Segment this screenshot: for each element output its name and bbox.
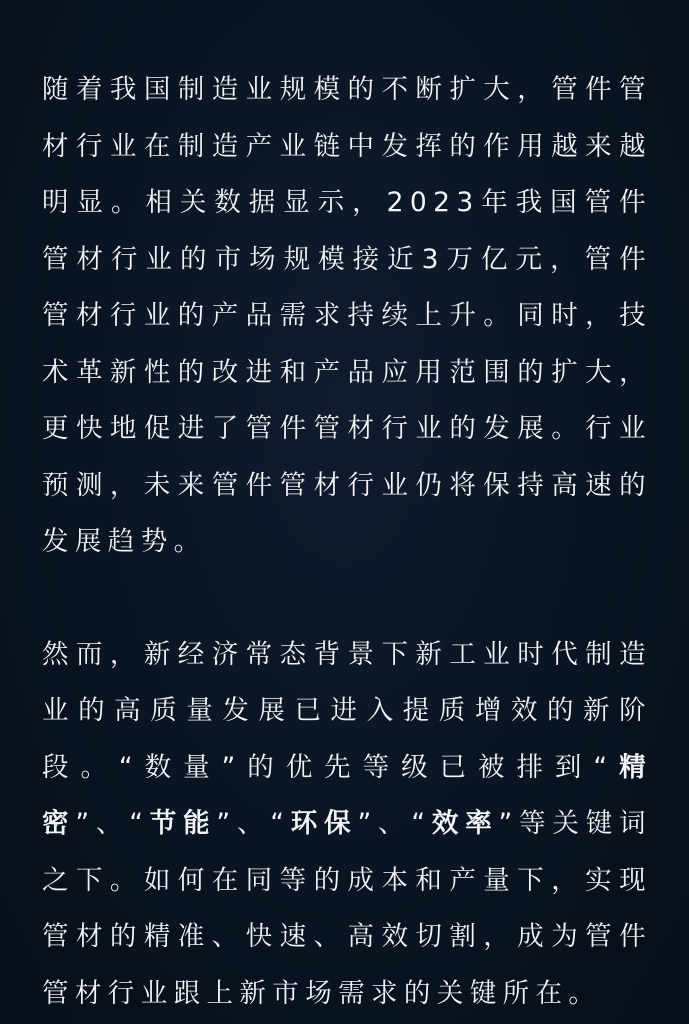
- punctuation: ”、“: [216, 808, 291, 839]
- paragraph-text: 然而，新经济常态背景下新工业时代制造业的高质量发展已进入提质增效的新阶段。“数量”的优先等级已被排到“: [42, 638, 652, 783]
- paragraph-text: 随着我国制造业规模的不断扩大，管件管材行业在制造产业链中发挥的作用越来越明显。相关数据显示，2023年我国管件管材行业的市场规模接近3万亿元，管件管材行业的产品需求持续上升。同时，技术革新性的改进和产品应用范围的扩大，更快地促进了管件管材行业的发展。行业预测，未来管件管材行业仍将保持高速的发展趋势。: [42, 74, 652, 557]
- punctuation: ”、“: [75, 808, 150, 839]
- paragraph-text: ”等关键词之下。如何在同等的成本和产量下，实现管材的精准、快速、高效切割，成为管件管材行业跟上新市场需求的关键所在。: [42, 808, 652, 1009]
- keyword-energy-saving: 节能: [149, 808, 217, 839]
- paragraph-industry-growth: [42, 62, 652, 571]
- keyword-precision: 精密: [42, 751, 652, 839]
- keyword-efficiency: 效率: [431, 808, 499, 839]
- keyword-environmental: 环保: [290, 808, 358, 839]
- paragraph-quality-shift: [42, 627, 652, 1023]
- article-body: [42, 62, 652, 1022]
- punctuation: ”、“: [357, 808, 432, 839]
